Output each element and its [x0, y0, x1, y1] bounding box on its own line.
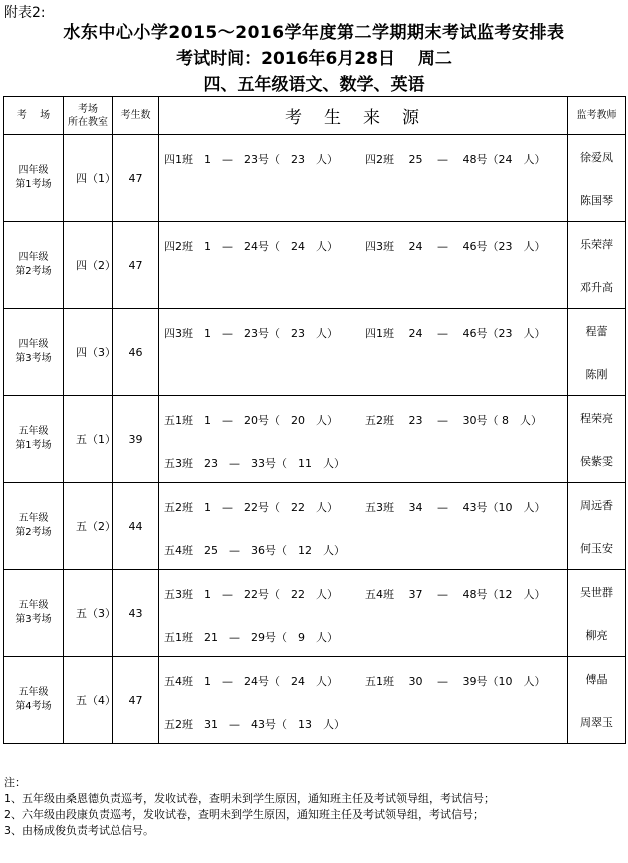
source-cell: [159, 222, 568, 309]
teacher-name: 傅晶: [585, 673, 608, 686]
room-cell: 四（2）: [64, 222, 113, 309]
document-subtitle: 四、五年级语文、数学、英语: [203, 75, 425, 95]
source-segment: 五3班 23 — 33号（ 11 人）: [164, 457, 345, 470]
teacher-name: 乐荣萍: [580, 238, 613, 251]
header-room: [64, 97, 113, 135]
table-row: [4, 396, 626, 483]
source-segment: 四1班 24 — 46号（23 人）: [365, 327, 546, 340]
source-segment: 五3班 1 — 22号（ 22 人）: [164, 588, 338, 601]
teacher-name: 邓升高: [580, 281, 613, 294]
source-cell: [159, 483, 568, 570]
room-cell: 五（3）: [64, 570, 113, 657]
teacher-name: 吴世群: [580, 586, 613, 599]
hall-number: 第1考场: [15, 440, 52, 451]
teacher-name: 周远香: [580, 499, 613, 512]
room-cell: 五（4）: [64, 657, 113, 744]
teacher-name: 何玉安: [580, 542, 613, 555]
notes-section: [4, 775, 495, 839]
note-item: 1、五年级由桑恩德负责巡考，发收试卷，查明未到学生原因，通知班主任及考试领导组，考试信号；: [4, 792, 495, 805]
source-cell: [159, 135, 568, 222]
source-cell: [159, 396, 568, 483]
hall-cell: [4, 570, 64, 657]
count-cell: 47: [113, 135, 159, 222]
source-segment: 五1班 21 — 29号（ 9 人）: [164, 631, 338, 644]
source-line: [159, 439, 567, 482]
table-row: [4, 222, 626, 309]
teacher-name: 程荣亮: [580, 412, 613, 425]
hall-grade: 五年级: [18, 426, 49, 437]
teacher-name: 陈国琴: [580, 194, 613, 207]
source-segment: 五4班 25 — 36号（ 12 人）: [164, 544, 345, 557]
source-segment: 五2班 23 — 30号（ 8 人）: [365, 414, 542, 427]
source-segment: 五3班 34 — 43号（10 人）: [365, 501, 546, 514]
hall-cell: [4, 135, 64, 222]
table-row: [4, 309, 626, 396]
hall-cell: [4, 222, 64, 309]
teacher-cell: [568, 483, 626, 570]
teacher-name: 程蕾: [585, 325, 608, 338]
hall-number: 第2考场: [15, 266, 52, 277]
hall-cell: [4, 657, 64, 744]
teacher-name: 周翠玉: [580, 716, 613, 729]
source-line: [159, 309, 567, 352]
header-source: 考生来源: [159, 97, 568, 135]
table-row: [4, 657, 626, 744]
source-segment: 五2班 1 — 22号（ 22 人）: [164, 501, 338, 514]
source-line: [159, 700, 567, 743]
hall-grade: 五年级: [18, 513, 49, 524]
source-segment: 五2班 31 — 43号（ 13 人）: [164, 718, 345, 731]
source-line: [159, 483, 567, 526]
source-segment: 四2班 25 — 48号（24 人）: [365, 153, 546, 166]
source-segment: 四2班 1 — 24号（ 24 人）: [164, 240, 338, 253]
hall-cell: [4, 396, 64, 483]
room-cell: 四（3）: [64, 309, 113, 396]
note-item: 3、由杨成俊负责考试总信号。: [4, 824, 154, 837]
hall-cell: [4, 483, 64, 570]
table-header-row: [4, 97, 626, 135]
header-room-line2: 所在教室: [68, 116, 108, 128]
header-count: 考生数: [113, 97, 159, 135]
source-line: [159, 178, 567, 221]
source-segment: 四3班 24 — 46号（23 人）: [365, 240, 546, 253]
teacher-name: 柳亮: [585, 629, 608, 642]
hall-grade: 五年级: [18, 687, 49, 698]
count-cell: 43: [113, 570, 159, 657]
count-cell: 47: [113, 222, 159, 309]
exam-schedule-table: [3, 96, 626, 744]
source-cell: [159, 657, 568, 744]
teacher-cell: [568, 396, 626, 483]
hall-grade: 四年级: [18, 252, 49, 263]
header-room-line1: 考场: [78, 103, 98, 115]
hall-number: 第2考场: [15, 527, 52, 538]
table-row: [4, 135, 626, 222]
source-line: [159, 135, 567, 178]
hall-number: 第4考场: [15, 701, 52, 712]
hall-grade: 四年级: [18, 339, 49, 350]
count-cell: 44: [113, 483, 159, 570]
source-cell: [159, 309, 568, 396]
count-cell: 39: [113, 396, 159, 483]
source-line: [159, 352, 567, 395]
teacher-cell: [568, 570, 626, 657]
source-line: [159, 657, 567, 700]
source-segment: 五4班 1 — 24号（ 24 人）: [164, 675, 338, 688]
teacher-name: 侯紫雯: [580, 455, 613, 468]
source-segment: 四1班 1 — 23号（ 23 人）: [164, 153, 338, 166]
hall-grade: 五年级: [18, 600, 49, 611]
table-row: [4, 570, 626, 657]
header-teacher: 监考教师: [568, 97, 626, 135]
source-line: [159, 526, 567, 569]
source-line: [159, 222, 567, 265]
hall-number: 第3考场: [15, 353, 52, 364]
count-cell: 46: [113, 309, 159, 396]
hall-number: 第1考场: [15, 179, 52, 190]
source-line: [159, 265, 567, 308]
teacher-cell: [568, 222, 626, 309]
teacher-name: 徐爱凤: [580, 151, 613, 164]
table-row: [4, 483, 626, 570]
source-segment: 五1班 1 — 20号（ 20 人）: [164, 414, 338, 427]
source-segment: 四3班 1 — 23号（ 23 人）: [164, 327, 338, 340]
source-line: [159, 613, 567, 656]
hall-cell: [4, 309, 64, 396]
teacher-cell: [568, 657, 626, 744]
source-cell: [159, 570, 568, 657]
source-segment: 五1班 30 — 39号（10 人）: [365, 675, 546, 688]
teacher-cell: [568, 135, 626, 222]
count-cell: 47: [113, 657, 159, 744]
document-title: 水东中心小学2015～2016学年度第二学期期末考试监考安排表: [63, 23, 565, 43]
attachment-label: 附表2:: [4, 5, 46, 21]
notes-label: 注：: [4, 776, 26, 789]
source-line: [159, 570, 567, 613]
note-item: 2、六年级由段康负责巡考，发收试卷，查明未到学生原因，通知班主任及考试领导组，考试信号；: [4, 808, 484, 821]
source-line: [159, 396, 567, 439]
room-cell: 四（1）: [64, 135, 113, 222]
header-hall: 考 场: [4, 97, 64, 135]
hall-number: 第3考场: [15, 614, 52, 625]
teacher-name: 陈刚: [585, 368, 608, 381]
exam-time: 考试时间：2016年6月28日 周二: [176, 49, 452, 69]
room-cell: 五（1）: [64, 396, 113, 483]
teacher-cell: [568, 309, 626, 396]
hall-grade: 四年级: [18, 165, 49, 176]
room-cell: 五（2）: [64, 483, 113, 570]
source-segment: 五4班 37 — 48号（12 人）: [365, 588, 546, 601]
